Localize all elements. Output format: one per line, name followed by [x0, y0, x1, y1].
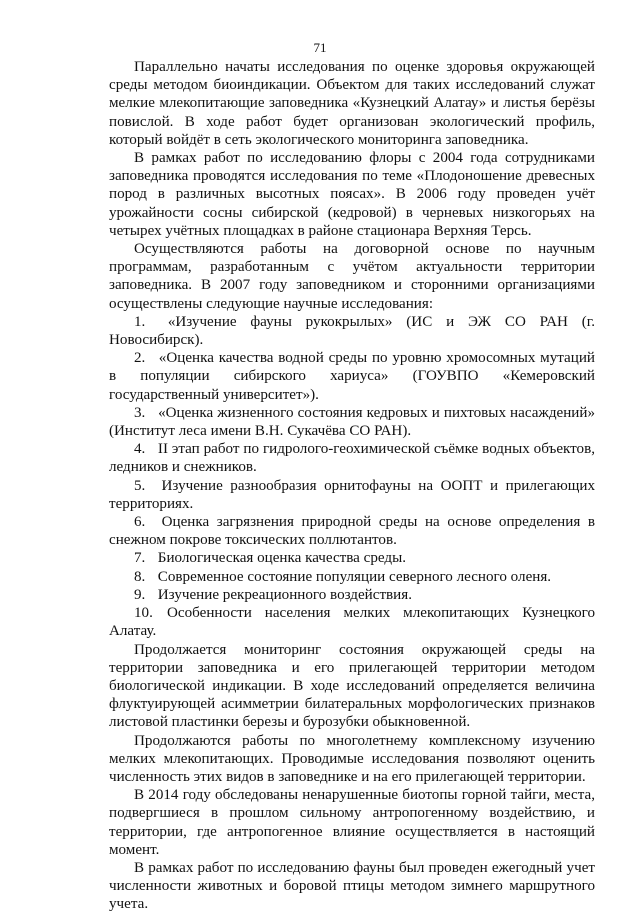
list-item-text: Изучение разнообразия орнитофауны на ООПТ и прилегающих территориях.: [109, 477, 595, 512]
list-item-number: 7.: [134, 550, 146, 567]
list-item-number: 8.: [134, 568, 146, 585]
list-item: [109, 313, 595, 349]
list-item: [109, 549, 595, 567]
paragraph: Параллельно начаты исследования по оценке здоровья окружающей среды методом биоиндикации. Объектом для таких исследований служат мелкие млекопитающие заповедника «Кузнецкий Алатау» и листья берёзы повислой. В ходе работ будет организован экологический профиль, который войдёт в сеть экологического мониторинга заповедника.: [109, 59, 595, 148]
paragraph: Продолжаются работы по многолетнему комплексному изучению мелких млекопитающих. Проводимые исследования позволяют оценить численность этих видов в заповеднике и на его прилегающей территории.: [109, 732, 595, 785]
list-item: [109, 477, 595, 513]
list-item: [109, 568, 595, 586]
list-item: [109, 404, 595, 440]
list-item-text: Изучение рекреационного воздействия.: [157, 586, 412, 603]
list-item: [109, 604, 595, 640]
list-item-text: Оценка загрязнения природной среды на основе определения в снежном покрове токсических поллютантов.: [109, 514, 595, 549]
list-item: [109, 586, 595, 604]
list-item-text: «Оценка качества водной среды по уровню хромосомных мутаций в популяции сибирского хариуса» (ГОУВПО «Кемеровский государственный университет»).: [109, 350, 595, 403]
list-item-number: 5.: [134, 477, 146, 494]
list-item-number: 3.: [134, 404, 146, 421]
list-item-number: 6.: [134, 514, 146, 531]
research-list: [109, 313, 595, 641]
list-item-text: II этап работ по гидролого-геохимической съёмке водных объектов, ледников и снежников.: [109, 441, 595, 476]
list-item-number: 1.: [134, 313, 146, 330]
list-item: [109, 349, 595, 404]
list-item-text: Биологическая оценка качества среды.: [157, 550, 406, 567]
list-item: [109, 513, 595, 549]
paragraph: Осуществляются работы на договорной основе по научным программам, разработанным с учётом актуальности территории заповедника. В 2007 году заповедником и сторонними организациями осуществлены следующие научные исследования:: [109, 241, 595, 312]
paragraph: В рамках работ по исследованию фауны был проведен ежегодный учет численности животных и боровой птицы методом зимнего маршрутного учета.: [109, 859, 595, 913]
paragraph: В 2014 году обследованы ненарушенные биотопы горной тайги, места, подвергшиеся в прошлом сильному антропогенному воздействию, и территории, где антропогенное влияние осуществляется в настоящий момент.: [109, 787, 595, 858]
list-item-number: 9.: [134, 586, 146, 603]
list-item-text: Современное состояние популяции северного лесного оленя.: [157, 568, 552, 585]
list-item-number: 4.: [134, 441, 146, 458]
paragraph: Продолжается мониторинг состояния окружающей среды на территории заповедника и его прилегающей территории методом биологической индикации. В ходе исследований определяется величина флуктуирующей асимметрии билатеральных морфологических признаков листовой пластинки березы и бурозубки обыкновенной.: [109, 641, 595, 731]
list-item-text: Особенности населения мелких млекопитающих Кузнецкого Алатау.: [109, 605, 595, 640]
list-item-text: «Оценка жизненного состояния кедровых и пихтовых насаждений» (Институт леса имени В.Н. Сукачёва СО РАН).: [109, 404, 595, 440]
list-item: [109, 440, 595, 476]
page-body: [109, 58, 595, 914]
paragraph: В рамках работ по исследованию флоры с 2004 года сотрудниками заповедника проводятся исследования по теме «Плодоношение древесных пород в различных высотных поясах». В 2006 году проведен учёт урожайности сосны сибирской (кедровой) в черневых низкогорьях на четырех учётных площадках в районе стационара Верхняя Терсь.: [109, 150, 595, 239]
page-number: 71: [313, 40, 327, 55]
list-item-number: 10.: [134, 605, 153, 622]
list-item-number: 2.: [134, 350, 146, 367]
list-item-text: «Изучение фауны рукокрылых» (ИС и ЭЖ СО РАН (г. Новосибирск).: [109, 313, 595, 349]
